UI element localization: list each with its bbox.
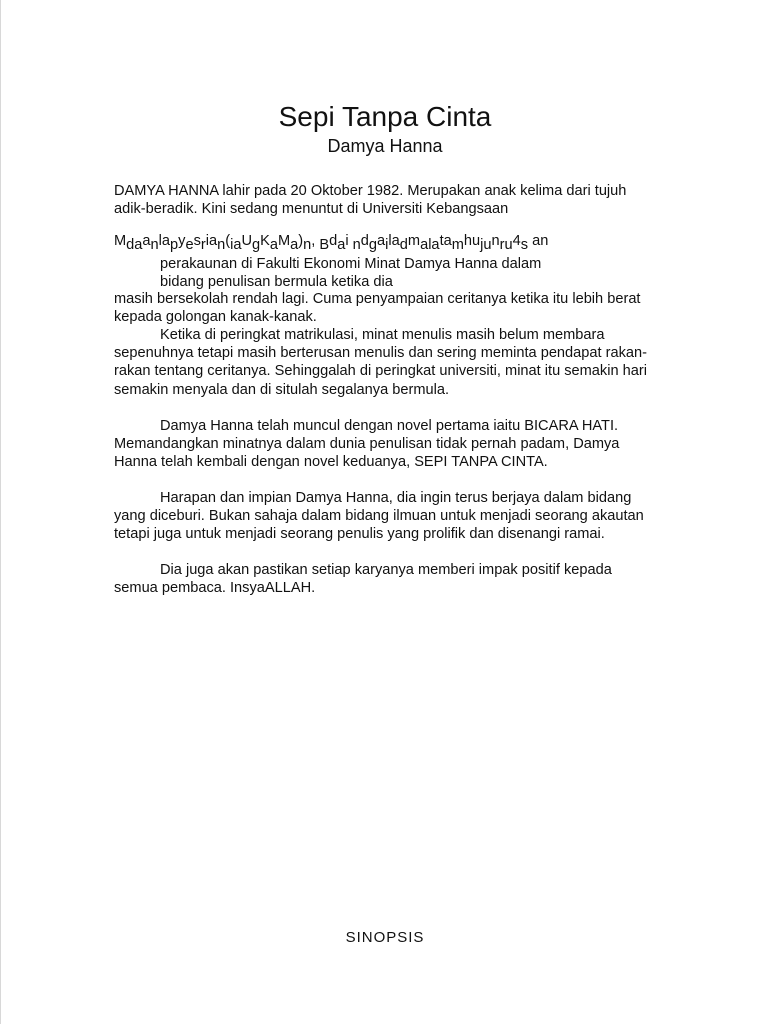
- garbled-fragment: U: [241, 233, 252, 249]
- garbled-fragment: ru: [499, 237, 513, 253]
- garbled-fragment: d: [360, 233, 369, 249]
- garbled-fragment: ta: [439, 233, 452, 249]
- garbled-fragment: e: [185, 237, 194, 253]
- garbled-fragment: d: [399, 237, 408, 253]
- garbled-fragment: g: [252, 237, 261, 253]
- section-label: SINOPSIS: [345, 929, 425, 946]
- garbled-fragment: a: [269, 237, 278, 253]
- garbled-fragment: a: [142, 233, 151, 249]
- garbled-fragment: (: [225, 233, 231, 249]
- garbled-fragment: a: [337, 237, 346, 253]
- garbled-fragment: M: [114, 233, 127, 249]
- garbled-fragment: n: [150, 237, 159, 253]
- bio-intro: DAMYA HANNA lahir pada 20 Oktober 1982. Merupakan anak kelima dari tujuh adik-beradik. Kini sedang menuntut di Universiti Kebangsaan: [114, 183, 627, 218]
- garbled-fragment: i: [385, 237, 389, 253]
- paragraph-1c: masih bersekolah rendah lagi. Cuma penyampaian ceritanya ketika itu lebih berat kepada golongan kanak-kanak.: [114, 291, 641, 326]
- garbled-fragment: K: [260, 233, 270, 249]
- garbled-fragment: ju: [480, 237, 492, 253]
- garbled-fragment: ala: [420, 237, 440, 253]
- garbled-fragment: ,: [311, 233, 320, 249]
- garbled-fragment: ): [298, 233, 304, 249]
- paragraph-1b: bidang penulisan bermula ketika dia: [160, 274, 393, 290]
- garbled-fragment: an: [528, 233, 549, 249]
- garbled-fragment: g: [368, 237, 378, 253]
- garbled-fragment: hu: [463, 233, 481, 249]
- garbled-fragment: la: [388, 233, 400, 249]
- garbled-fragment: n: [217, 237, 226, 253]
- author-name: Damya Hanna: [327, 136, 443, 156]
- garbled-fragment: y: [178, 233, 186, 249]
- garbled-fragment: i: [345, 233, 349, 249]
- garbled-fragment: 4: [512, 233, 521, 249]
- paragraph-2: Ketika di peringkat matrikulasi, minat menulis masih belum membara sepenuhnya tetapi masih berterusan menulis dan sering meminta pendapat rakan-rakan tentang ceritanya. Sehinggalah di peringkat universiti, minat itu semakin hari semakin menyala dan di situlah segalanya bermula.: [114, 327, 647, 398]
- garbled-fragment: s: [193, 233, 201, 249]
- garbled-fragment: n: [303, 237, 312, 253]
- garbled-fragment: d: [329, 233, 338, 249]
- garbled-fragment: n: [491, 233, 500, 249]
- garbled-fragment: a: [377, 233, 386, 249]
- book-title: Sepi Tanpa Cinta: [278, 101, 492, 132]
- paragraph-4: Harapan dan impian Damya Hanna, dia ingin terus berjaya dalam bidang yang diceburi. Bukan sahaja dalam bidang ilmuan untuk menjadi seorang akautan tetapi juga untuk menjadi seorang penulis yang prolifik dan disenangi ramai.: [114, 490, 644, 543]
- garbled-line: [114, 232, 659, 253]
- garbled-fragment: da: [126, 237, 143, 253]
- garbled-fragment: p: [170, 237, 179, 253]
- garbled-fragment: ia: [230, 237, 242, 253]
- garbled-fragment: r: [200, 237, 206, 253]
- garbled-fragment: s: [520, 237, 529, 253]
- paragraph-5: Dia juga akan pastikan setiap karyanya memberi impak positif kepada semua pembaca. InsyaALLAH.: [114, 562, 612, 597]
- garbled-fragment: ia: [205, 233, 218, 249]
- garbled-fragment: la: [158, 233, 171, 249]
- paragraph-3: Damya Hanna telah muncul dengan novel pertama iaitu BICARA HATI. Memandangkan minatnya dalam dunia penulisan tidak pernah padam, Damya Hanna telah kembali dengan novel keduanya, SEPI TANPA CINTA.: [114, 418, 620, 471]
- garbled-fragment: B: [319, 237, 330, 253]
- garbled-fragment: m: [407, 233, 421, 249]
- paragraph-1a: perakaunan di Fakulti Ekonomi Minat Damya Hanna dalam: [160, 256, 542, 272]
- garbled-fragment: M: [277, 233, 291, 249]
- garbled-fragment: n: [348, 237, 361, 253]
- garbled-fragment: a: [290, 237, 299, 253]
- garbled-fragment: m: [451, 237, 464, 253]
